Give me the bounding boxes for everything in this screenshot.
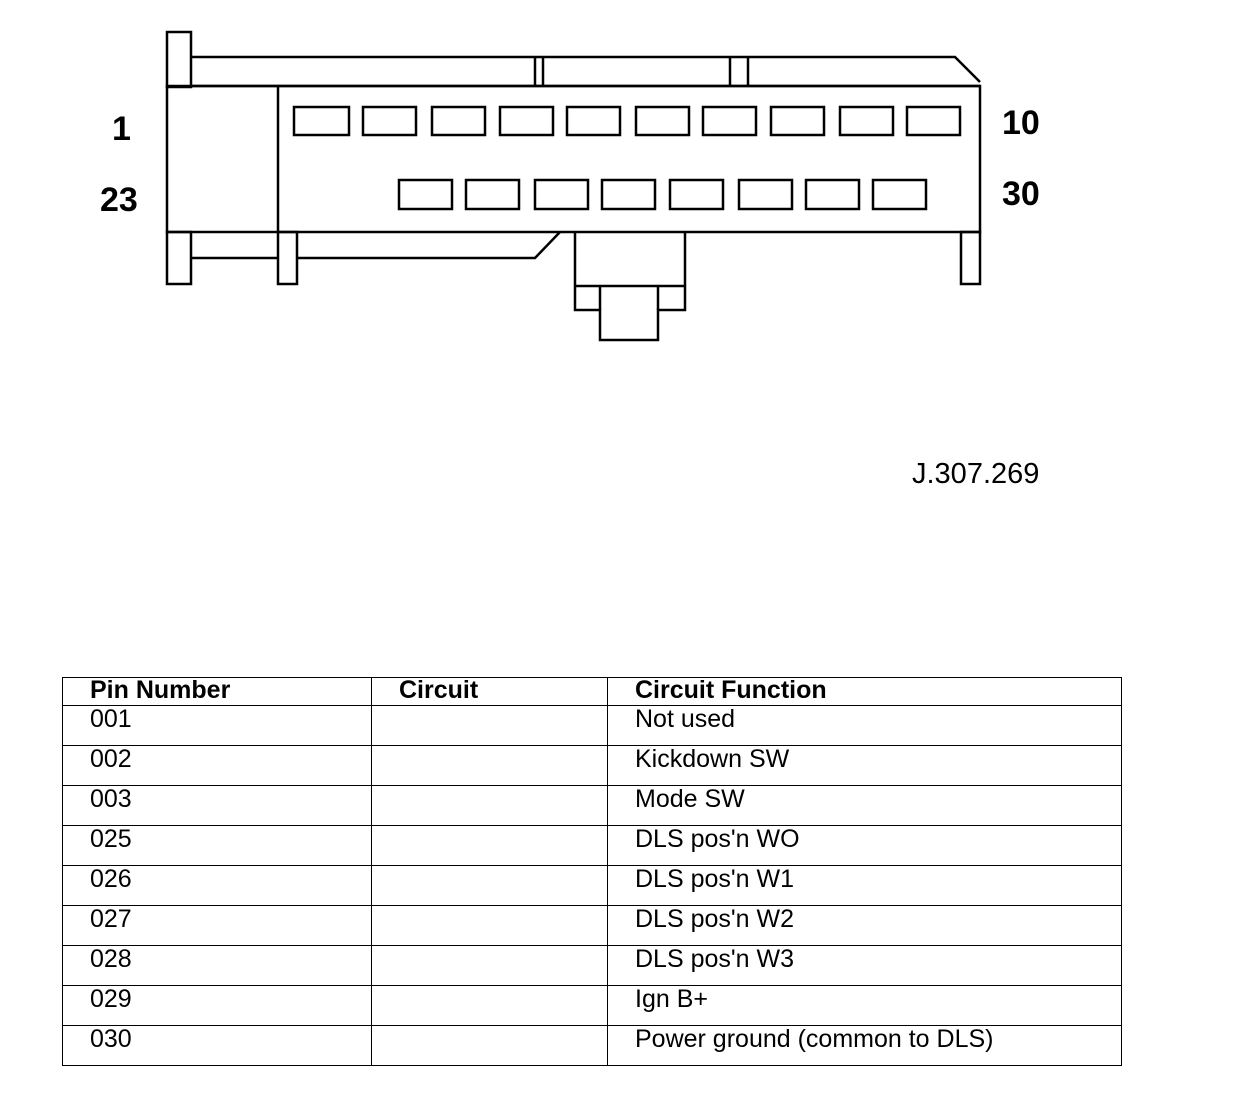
connector-leg-mid: [278, 232, 297, 284]
cell-pin: 003: [63, 786, 372, 826]
table-row: [63, 866, 1122, 906]
header-circuit: Circuit: [372, 678, 608, 706]
connector-top-rail: [191, 57, 980, 82]
table-row: [63, 746, 1122, 786]
pin-label-top-left: 1: [112, 110, 131, 148]
pin-cavity: [907, 107, 960, 135]
cell-circuit: [372, 786, 608, 826]
pin-label-bottom-left: 23: [100, 181, 138, 219]
cell-circuit: [372, 866, 608, 906]
pin-cavity: [535, 180, 588, 209]
cell-function: Ign B+: [608, 986, 1122, 1026]
cell-function: DLS pos'n W1: [608, 866, 1122, 906]
pin-cavity: [636, 107, 689, 135]
cell-function: Kickdown SW: [608, 746, 1122, 786]
cell-circuit: [372, 1026, 608, 1066]
pin-cavity: [873, 180, 926, 209]
pin-cavity: [363, 107, 416, 135]
cell-pin: 029: [63, 986, 372, 1026]
table-row: [63, 986, 1122, 1026]
pin-cavity: [703, 107, 756, 135]
cell-circuit: [372, 746, 608, 786]
pin-cavity: [602, 180, 655, 209]
table-row: [63, 1026, 1122, 1066]
cell-pin: 001: [63, 706, 372, 746]
pin-cavity: [771, 107, 824, 135]
pin-cavity: [500, 107, 553, 135]
header-pin-number: Pin Number: [63, 678, 372, 706]
connector-leg-right: [961, 232, 980, 284]
cell-function: DLS pos'n W2: [608, 906, 1122, 946]
diagram-reference: J.307.269: [912, 458, 1040, 490]
cell-function: DLS pos'n W3: [608, 946, 1122, 986]
cell-pin: 030: [63, 1026, 372, 1066]
cell-pin: 026: [63, 866, 372, 906]
pin-cavity: [670, 180, 723, 209]
pin-cavity: [567, 107, 620, 135]
cell-pin: 028: [63, 946, 372, 986]
cell-pin: 025: [63, 826, 372, 866]
pin-cavity: [739, 180, 792, 209]
pin-cavity: [294, 107, 349, 135]
cell-function: Mode SW: [608, 786, 1122, 826]
cell-circuit: [372, 986, 608, 1026]
pinout-table: [62, 677, 1122, 1066]
table-row: [63, 906, 1122, 946]
pin-cavity: [840, 107, 893, 135]
pin-cavity: [806, 180, 859, 209]
header-circuit-function: Circuit Function: [608, 678, 1122, 706]
connector-leg-left: [167, 232, 191, 284]
cell-circuit: [372, 826, 608, 866]
cell-pin: 027: [63, 906, 372, 946]
pin-cavity: [466, 180, 519, 209]
table-row: [63, 826, 1122, 866]
table-row: [63, 946, 1122, 986]
connector-diagram: [0, 0, 1248, 360]
cell-circuit: [372, 946, 608, 986]
table-header-row: [63, 678, 1122, 706]
cell-pin: 002: [63, 746, 372, 786]
pin-label-bottom-right: 30: [1002, 175, 1040, 213]
cell-function: Not used: [608, 706, 1122, 746]
table-row: [63, 706, 1122, 746]
cell-circuit: [372, 906, 608, 946]
cell-function: DLS pos'n WO: [608, 826, 1122, 866]
pin-label-top-right: 10: [1002, 104, 1040, 142]
pin-cavity: [432, 107, 485, 135]
cell-circuit: [372, 706, 608, 746]
pin-cavity: [399, 180, 452, 209]
connector-left-post: [167, 32, 191, 87]
table-row: [63, 786, 1122, 826]
cell-function: Power ground (common to DLS): [608, 1026, 1122, 1066]
